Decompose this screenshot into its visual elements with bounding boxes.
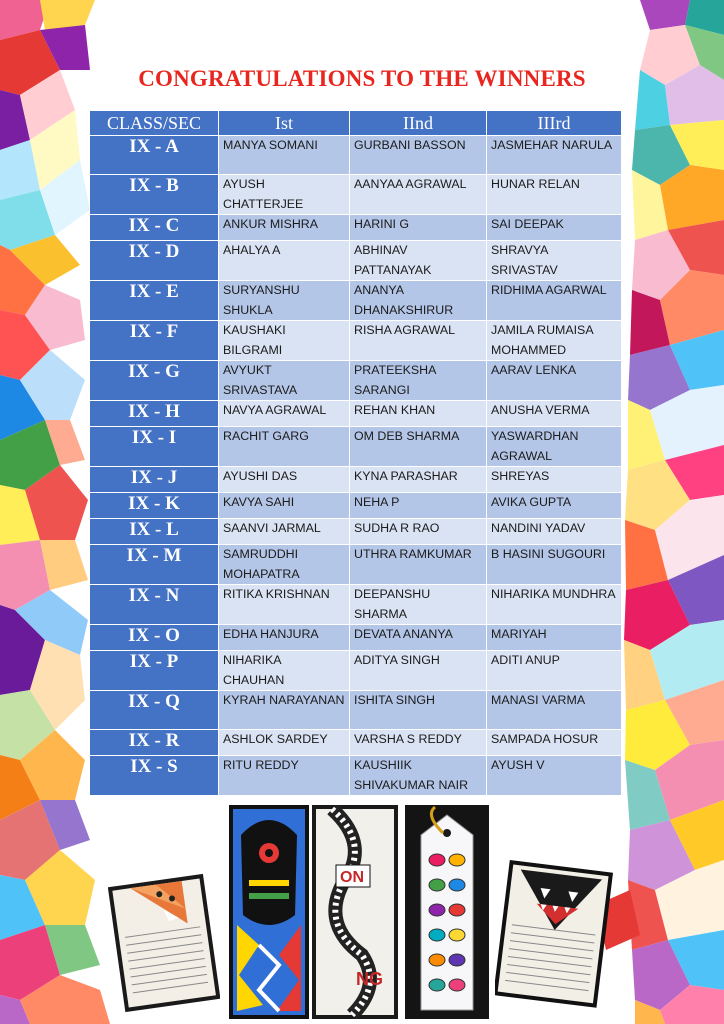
third-place-cell: SAMPADA HOSUR: [487, 730, 622, 756]
table-row: [90, 427, 622, 467]
class-cell: IX - C: [90, 215, 219, 241]
third-place-cell: MARIYAH: [487, 625, 622, 651]
third-place-cell: NIHARIKA MUNDHRA: [487, 585, 622, 625]
first-place-cell: RITU REDDY: [219, 756, 350, 796]
bookmark-photos: [0, 800, 724, 1024]
table-row: [90, 467, 622, 493]
table-row: [90, 691, 622, 730]
class-cell: IX - I: [90, 427, 219, 467]
second-place-cell: KAUSHIIK SHIVAKUMAR NAIR: [350, 756, 487, 796]
table-row: [90, 756, 622, 796]
third-place-cell: RIDHIMA AGARWAL: [487, 281, 622, 321]
class-cell: IX - D: [90, 241, 219, 281]
first-place-cell: SURYANSHU SHUKLA: [219, 281, 350, 321]
first-place-cell: RACHIT GARG: [219, 427, 350, 467]
first-place-cell: SAMRUDDHI MOHAPATRA: [219, 545, 350, 585]
second-place-cell: SUDHA R RAO: [350, 519, 487, 545]
first-place-cell: AVYUKT SRIVASTAVA: [219, 361, 350, 401]
third-place-cell: B HASINI SUGOURI: [487, 545, 622, 585]
tiger-bookmark-photo: [108, 872, 220, 1012]
first-place-cell: AYUSHI DAS: [219, 467, 350, 493]
third-place-cell: ADITI ANUP: [487, 651, 622, 691]
second-place-cell: DEVATA ANANYA: [350, 625, 487, 651]
table-row: [90, 241, 622, 281]
table-row: [90, 321, 622, 361]
second-place-cell: PRATEEKSHA SARANGI: [350, 361, 487, 401]
class-cell: IX - H: [90, 401, 219, 427]
third-place-cell: JAMILA RUMAISA MOHAMMED: [487, 321, 622, 361]
second-place-cell: RISHA AGRAWAL: [350, 321, 487, 361]
table-row: [90, 585, 622, 625]
second-place-cell: ADITYA SINGH: [350, 651, 487, 691]
class-cell: IX - E: [90, 281, 219, 321]
second-place-cell: DEEPANSHU SHARMA: [350, 585, 487, 625]
first-place-cell: SAANVI JARMAL: [219, 519, 350, 545]
class-cell: IX - B: [90, 175, 219, 215]
first-place-cell: KAUSHAKI BILGRAMI: [219, 321, 350, 361]
winners-table: [89, 110, 622, 796]
third-place-cell: SAI DEEPAK: [487, 215, 622, 241]
third-place-cell: AYUSH V: [487, 756, 622, 796]
header-first: Ist: [219, 111, 350, 136]
first-place-cell: MANYA SOMANI: [219, 136, 350, 175]
class-cell: IX - O: [90, 625, 219, 651]
class-cell: IX - J: [90, 467, 219, 493]
third-place-cell: MANASI VARMA: [487, 691, 622, 730]
class-cell: IX - A: [90, 136, 219, 175]
first-place-cell: EDHA HANJURA: [219, 625, 350, 651]
first-place-cell: KYRAH NARAYANAN: [219, 691, 350, 730]
class-cell: IX - P: [90, 651, 219, 691]
third-place-cell: AVIKA GUPTA: [487, 493, 622, 519]
first-place-cell: ANKUR MISHRA: [219, 215, 350, 241]
first-place-cell: NAVYA AGRAWAL: [219, 401, 350, 427]
table-header-row: [90, 111, 622, 136]
second-place-cell: ABHINAV PATTANAYAK: [350, 241, 487, 281]
table-row: [90, 730, 622, 756]
third-place-cell: SHREYAS: [487, 467, 622, 493]
third-place-cell: ANUSHA VERMA: [487, 401, 622, 427]
class-cell: IX - Q: [90, 691, 219, 730]
third-place-cell: JASMEHAR NARULA: [487, 136, 622, 175]
table-row: [90, 493, 622, 519]
third-place-cell: NANDINI YADAV: [487, 519, 622, 545]
third-place-cell: HUNAR RELAN: [487, 175, 622, 215]
first-place-cell: RITIKA KRISHNAN: [219, 585, 350, 625]
page-title: CONGRATULATIONS TO THE WINNERS: [138, 66, 586, 91]
second-place-cell: OM DEB SHARMA: [350, 427, 487, 467]
first-place-cell: KAVYA SAHI: [219, 493, 350, 519]
second-place-cell: KYNA PARASHAR: [350, 467, 487, 493]
table-row: [90, 361, 622, 401]
header-second: IInd: [350, 111, 487, 136]
third-place-cell: SHRAVYA SRIVASTAV: [487, 241, 622, 281]
table-row: [90, 175, 622, 215]
second-place-cell: HARINI G: [350, 215, 487, 241]
masked-figure-bookmark-photo: [229, 805, 309, 1019]
winners-table-body: [90, 136, 622, 796]
second-place-cell: AANYAA AGRAWAL: [350, 175, 487, 215]
table-row: [90, 215, 622, 241]
third-place-cell: AARAV LENKA: [487, 361, 622, 401]
table-row: [90, 651, 622, 691]
svg-text:ON: ON: [340, 869, 364, 886]
first-place-cell: ASHLOK SARDEY: [219, 730, 350, 756]
class-cell: IX - M: [90, 545, 219, 585]
class-cell: IX - L: [90, 519, 219, 545]
svg-text:NG: NG: [356, 969, 383, 989]
table-row: [90, 625, 622, 651]
first-place-cell: NIHARIKA CHAUHAN: [219, 651, 350, 691]
class-cell: IX - N: [90, 585, 219, 625]
second-place-cell: GURBANI BASSON: [350, 136, 487, 175]
table-row: [90, 281, 622, 321]
class-cell: IX - R: [90, 730, 219, 756]
first-place-cell: AYUSH CHATTERJEE: [219, 175, 350, 215]
second-place-cell: REHAN KHAN: [350, 401, 487, 427]
monster-bookmark-photo: [495, 860, 613, 1010]
class-cell: IX - F: [90, 321, 219, 361]
second-place-cell: ISHITA SINGH: [350, 691, 487, 730]
second-place-cell: UTHRA RAMKUMAR: [350, 545, 487, 585]
table-row: [90, 545, 622, 585]
class-cell: IX - S: [90, 756, 219, 796]
second-place-cell: ANANYA DHANAKSHIRUR: [350, 281, 487, 321]
second-place-cell: NEHA P: [350, 493, 487, 519]
butterfly-bookmark-photo: [405, 805, 489, 1019]
class-cell: IX - G: [90, 361, 219, 401]
table-row: [90, 401, 622, 427]
header-third: IIIrd: [487, 111, 622, 136]
third-place-cell: YASWARDHAN AGRAWAL: [487, 427, 622, 467]
class-cell: IX - K: [90, 493, 219, 519]
first-place-cell: AHALYA A: [219, 241, 350, 281]
header-class-sec: CLASS/SEC: [90, 111, 219, 136]
second-place-cell: VARSHA S REDDY: [350, 730, 487, 756]
table-row: [90, 136, 622, 175]
table-row: [90, 519, 622, 545]
zentangle-bookmark-photo: [312, 805, 398, 1019]
